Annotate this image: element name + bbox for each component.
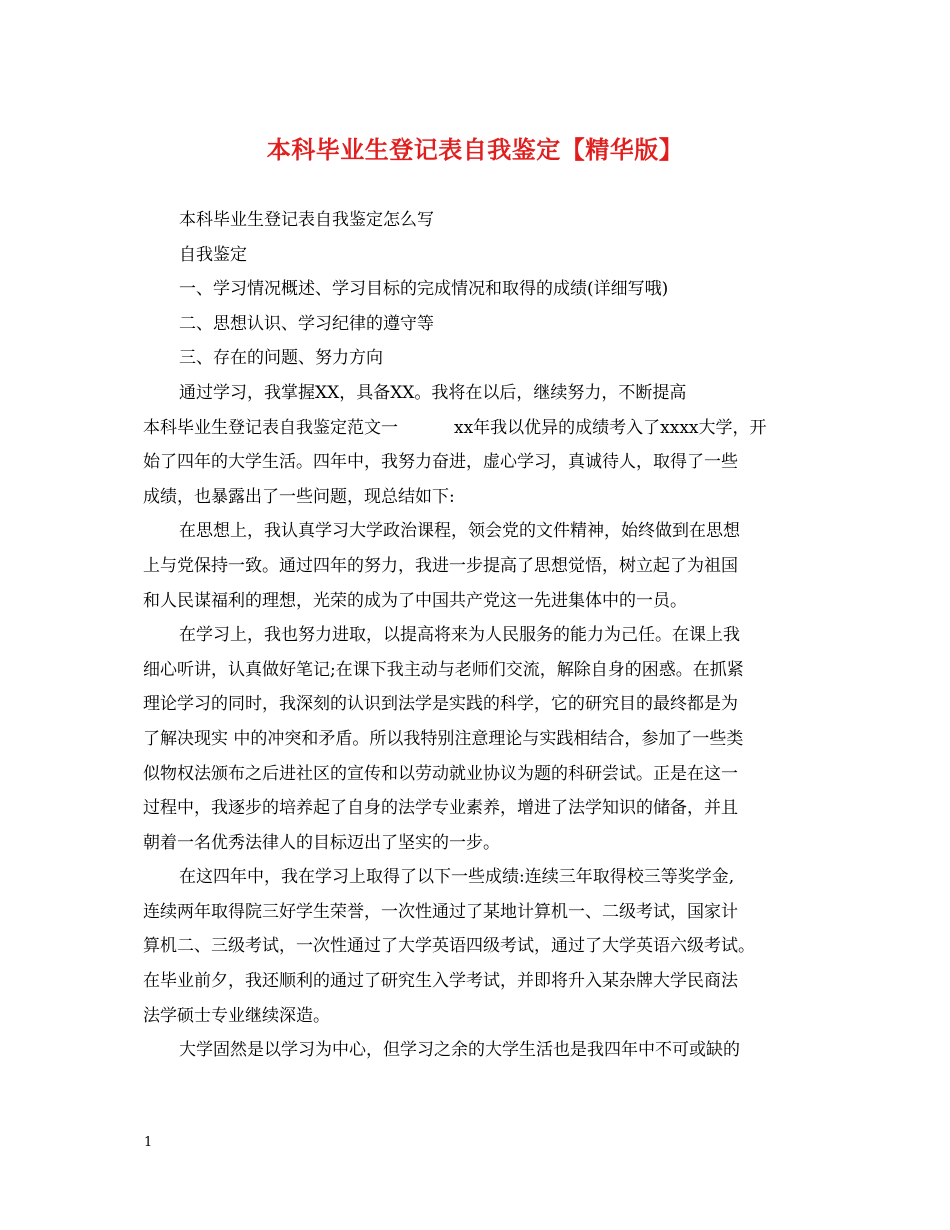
paragraph-4-line-1: 在这四年中，我在学习上取得了以下一些成绩:连续三年取得校三等奖学金, — [179, 867, 735, 888]
paragraph-3-line-6: 过程中，我逐步的培养起了自身的法学专业素养，增进了法学知识的储备，并且 — [143, 798, 738, 819]
paragraph-3-line-1: 在学习上，我也努力进取，以提高将来为人民服务的能力为己任。在课上我 — [179, 625, 740, 646]
paragraph-2-line-1: 在思想上，我认真学习大学政治课程，领会党的文件精神，始终做到在思想 — [179, 521, 740, 542]
outline-item-1: 一、学习情况概述、学习目标的完成情况和取得的成绩(详细写哦) — [179, 279, 669, 300]
paragraph-2-line-2: 上与党保持一致。通过四年的努力，我进一步提高了思想觉悟，树立起了为祖国 — [143, 555, 738, 576]
paragraph-2-line-3: 和人民谋福利的理想，光荣的成为了中国共产党这一先进集体中的一员。 — [143, 590, 687, 611]
paragraph-3-line-5: 似物权法颁布之后进社区的宣传和以劳动就业协议为题的科研尝试。正是在这一 — [143, 763, 738, 784]
intro-heading: 本科毕业生登记表自我鉴定怎么写 — [179, 210, 434, 230]
outline-item-2: 二、思想认识、学习纪律的遵守等 — [179, 313, 434, 334]
paragraph-5-line-1: 大学固然是以学习为中心，但学习之余的大学生活也是我四年中不可或缺的 — [179, 1040, 740, 1061]
paragraph-3-line-4: 了解决现实 中的冲突和矛盾。所以我特别注意理论与实践相结合，参加了一些类 — [143, 728, 744, 749]
paragraph-3-line-2: 细心听讲，认真做好笔记;在课下我主动与老师们交流，解除自身的困惑。在抓紧 — [143, 659, 744, 680]
summary-line: 通过学习，我掌握XX，具备XX。我将在以后，继续努力，不断提高 — [179, 382, 687, 403]
paragraph-3-line-3: 理论学习的同时，我深刻的认识到法学是实践的科学，它的研究目的最终都是为 — [143, 694, 738, 715]
paragraph-4-line-2: 连续两年取得院三好学生荣誉，一次性通过了某地计算机一、二级考试，国家计 — [143, 901, 738, 922]
paragraph-1-line-1: xx年我以优异的成绩考入了xxxx大学，开 — [454, 417, 767, 438]
paragraph-3-line-7: 朝着一名优秀法律人的目标迈出了坚实的一步。 — [143, 832, 500, 853]
paragraph-4-line-5: 法学硕士专业继续深造。 — [143, 1005, 330, 1026]
paragraph-1-line-2: 始了四年的大学生活。四年中，我努力奋进，虚心学习，真诚待人，取得了一些 — [143, 452, 738, 473]
sample-label: 本科毕业生登记表自我鉴定范文一 — [143, 417, 398, 438]
paragraph-4-line-3: 算机二、三级考试，一次性通过了大学英语四级考试，通过了大学英语六级考试。 — [143, 936, 755, 957]
paragraph-4-line-4: 在毕业前夕，我还顺利的通过了研究生入学考试，并即将升入某杂牌大学民商法 — [143, 971, 738, 992]
paragraph-1-line-3: 成绩，也暴露出了一些问题，现总结如下: — [143, 486, 455, 507]
outline-item-3: 三、存在的问题、努力方向 — [179, 348, 383, 369]
page-number: 1 — [144, 1135, 153, 1150]
document-title: 本科毕业生登记表自我鉴定【精华版】 — [266, 135, 684, 164]
document-body — [143, 203, 821, 1068]
sample-first-line — [143, 411, 821, 446]
self-eval-label: 自我鉴定 — [179, 244, 247, 265]
